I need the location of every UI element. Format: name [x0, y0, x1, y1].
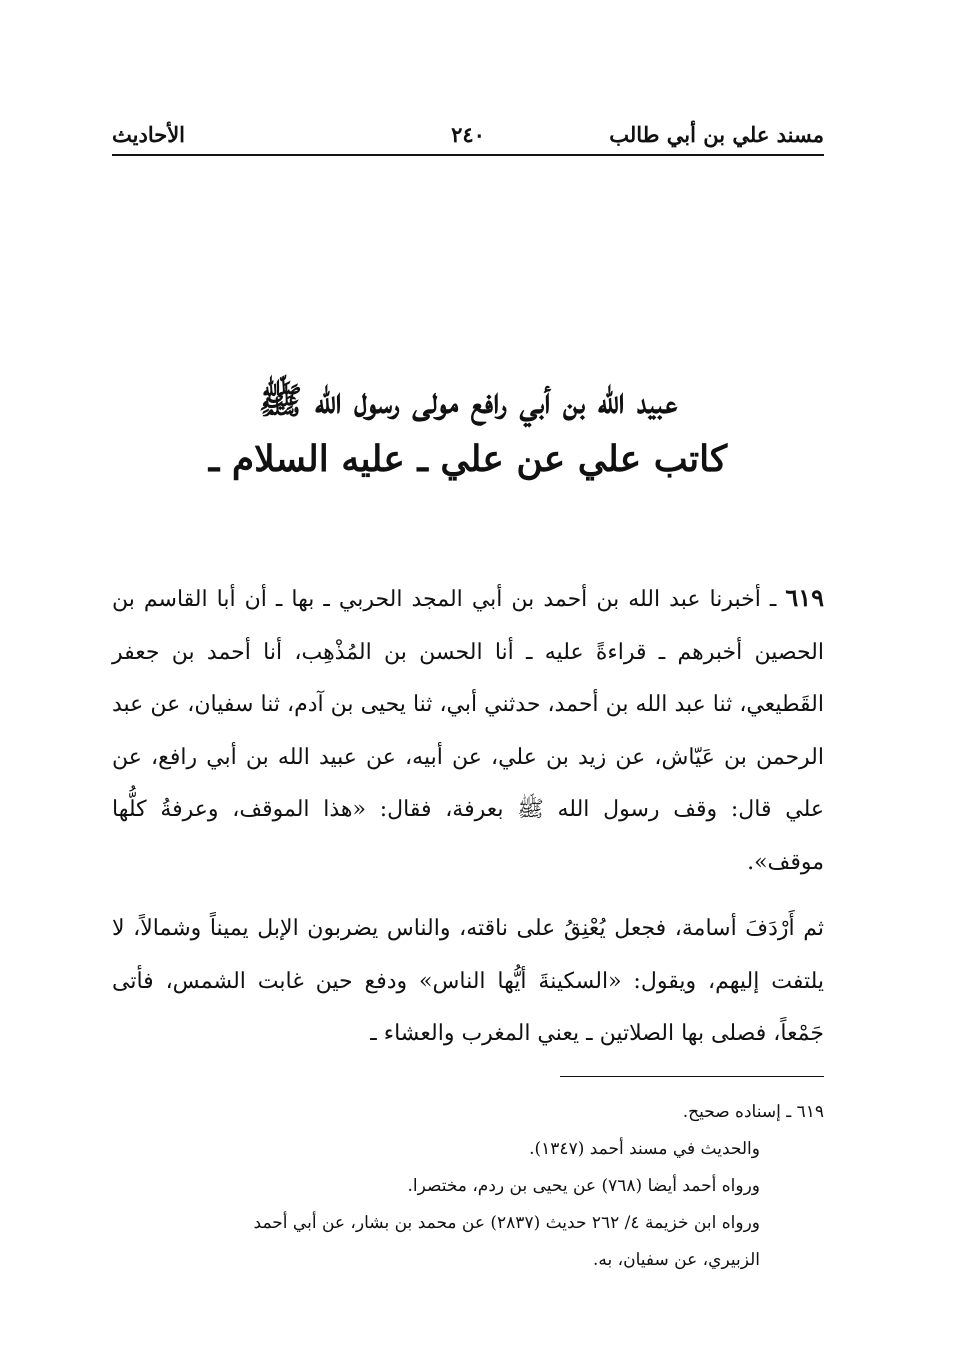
footnotes	[108, 1094, 824, 1279]
hadith-text-1: ـ أخبرنا عبد الله بن أحمد بن أبي المجد الحربي ـ بها ـ أن أبا القاسم بن الحصين أخبرهم ـ قراءةً عليه ـ أنا الحسن بن المُذْهِب، أنا أحمد بن جعفر القَطيعي، ثنا عبد الله بن أحمد، حدثني أبي، ثنا يحيى بن آدم، ثنا سفيان، عن عبد الرحمن بن عَيّاش، عن زيد بن علي، عن أبيه، عن عبيد الله بن أبي رافع، عن علي قال: وقف رسول الله ﷺ بعرفة، فقال: «هذا الموقف، وعرفةُ كلُّها موقف».	[112, 587, 824, 875]
footnote-line-5: الزبيري، عن سفيان، به.	[593, 1250, 760, 1270]
hadith-body	[112, 572, 824, 1075]
hadith-paragraph-2: ثم أَرْدَفَ أسامة، فجعل يُعْنِقُ على ناقته، والناس يضربون الإبل يميناً وشمالاً، لا يلتفت إليهم، ويقول: «السكينةَ أيُّها الناس» ودفع حين غابت الشمس، فأتى جَمْعاً، فصلى بها الصلاتين ـ يعني المغرب والعشاء ـ	[112, 916, 824, 1046]
footnote-line-2: والحديث في مسند أحمد (١٣٤٧).	[529, 1139, 760, 1159]
chapter-title	[112, 372, 824, 488]
hadith-number: ٦١٩	[785, 583, 824, 612]
page-number: ٢٤٠	[451, 122, 485, 147]
page-header	[112, 118, 824, 156]
running-title: مسند علي بن أبي طالب	[609, 122, 824, 147]
chapter-title-line-2: كاتب علي عن علي ـ عليه السلام ـ	[208, 438, 728, 480]
footnote-line-4: ورواه ابن خزيمة ٤/ ٢٦٢ حديث (٢٨٣٧) عن محمد بن بشار، عن أبي أحمد	[253, 1213, 760, 1233]
section-title: الأحاديث	[112, 122, 186, 147]
chapter-title-line-1: عبيد الله بن أبي رافع مولى رسول الله ﷺ	[258, 380, 678, 422]
footnote-line-1: ٦١٩ ـ إسناده صحيح.	[682, 1102, 824, 1122]
hadith-paragraph-1	[112, 572, 824, 889]
footnote-divider	[560, 1076, 824, 1077]
footnote-line-3: ورواه أحمد أيضا (٧٦٨) عن يحيى بن ردم، مختصرا.	[407, 1176, 760, 1196]
